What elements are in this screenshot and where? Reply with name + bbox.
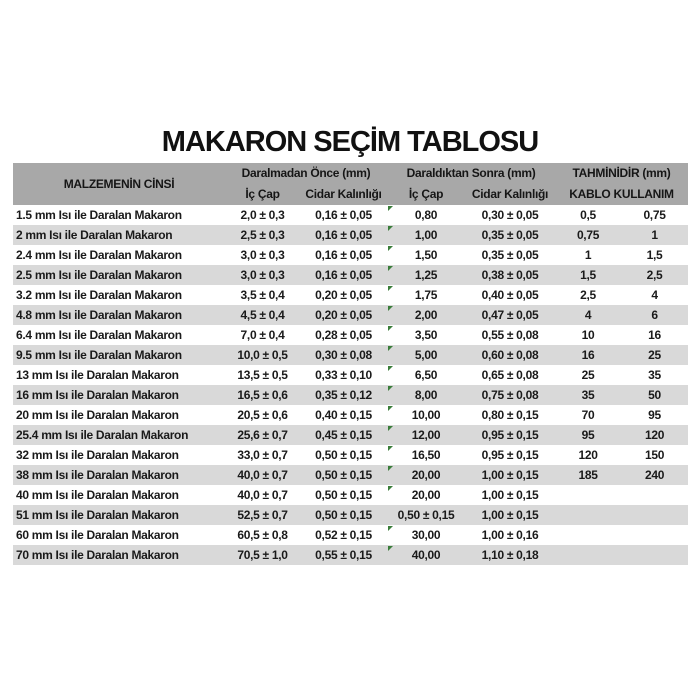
cell-text: 1 [651,228,658,242]
material-name-cell [13,545,225,565]
cell-text: 6,50 [414,368,438,382]
value-cell [555,245,621,265]
cell-text: 2,00 [414,308,438,322]
cell-text: 1,25 [414,268,438,282]
value-cell [300,325,387,345]
value-cell [300,525,387,545]
cell-text: 10,00 [411,408,441,422]
cell-text: 0,16 ± 0,05 [315,248,372,262]
table-row [13,205,688,225]
material-name-cell [13,245,225,265]
value-cell [555,545,621,565]
cell-text: 0,95 ± 0,15 [481,428,539,442]
value-cell [300,265,387,285]
table-row [13,425,688,445]
cell-text: 0,50 ± 0,15 [315,468,372,482]
cell-text: 70 mm Isı ile Daralan Makaron [16,548,179,562]
cell-text: 30,00 [411,528,441,542]
cell-text: 1,75 [414,288,438,302]
cell-text: 13 mm Isı ile Daralan Makaron [16,368,179,382]
value-cell [465,425,555,445]
cell-text: 0,16 ± 0,05 [315,268,372,282]
cell-text: 0,80 [414,208,438,222]
cell-text: 2,5 [580,288,596,302]
material-name-cell [13,225,225,245]
value-cell [225,465,300,485]
cell-text: 25.4 mm Isı ile Daralan Makaron [16,428,189,442]
value-cell [555,305,621,325]
table-body [13,205,688,565]
value-cell [555,525,621,545]
value-cell [387,305,465,325]
material-name-cell [13,425,225,445]
value-cell [555,505,621,525]
value-cell [621,425,688,445]
excel-error-triangle-icon [388,526,393,531]
cell-text: 0,40 ± 0,05 [481,288,539,302]
col-header-material: MALZEMENİN CİNSİ [13,163,225,205]
excel-error-triangle-icon [388,466,393,471]
value-cell [555,265,621,285]
cell-text: 33,0 ± 0,7 [237,448,288,462]
cell-text: 16 [581,348,595,362]
value-cell [225,305,300,325]
value-cell [465,285,555,305]
cell-text: 6.4 mm Isı ile Daralan Makaron [16,328,182,342]
cell-text: 25,6 ± 0,7 [237,428,288,442]
value-cell [300,205,387,225]
page-title: MAKARON SEÇİM TABLOSU [161,126,539,158]
value-cell [621,365,688,385]
value-cell [555,445,621,465]
cell-text: 1,00 [414,228,438,242]
cell-text: 3,50 [414,328,438,342]
excel-error-triangle-icon [388,206,393,211]
excel-error-triangle-icon [388,306,393,311]
cell-text: 0,55 ± 0,08 [481,328,539,342]
material-name-cell [13,385,225,405]
value-cell [621,345,688,365]
cell-text: 0,60 ± 0,08 [481,348,539,362]
cell-text: 60 mm Isı ile Daralan Makaron [16,528,179,542]
cell-text: 8,00 [414,388,438,402]
cell-text: 25 [581,368,595,382]
value-cell [621,545,688,565]
cell-text: 52,5 ± 0,7 [237,508,288,522]
cell-text: 95 [648,408,661,422]
value-cell [621,485,688,505]
value-cell [225,445,300,465]
cell-text: 0,35 ± 0,05 [481,248,539,262]
cell-text: 40,0 ± 0,7 [237,488,288,502]
value-cell [225,285,300,305]
value-cell [387,245,465,265]
excel-error-triangle-icon [388,266,393,271]
value-cell [225,385,300,405]
value-cell [387,385,465,405]
value-cell [387,505,465,525]
table-row [13,345,688,365]
excel-error-triangle-icon [388,366,393,371]
cell-text: 0,45 ± 0,15 [315,428,372,442]
value-cell [465,465,555,485]
value-cell [387,425,465,445]
cell-text: 1,00 ± 0,15 [481,508,539,522]
value-cell [225,365,300,385]
col-group-before-shrink: Daralmadan Önce (mm) [225,163,387,184]
cell-text: 10 [581,328,595,342]
value-cell [387,365,465,385]
cell-text: 20,5 ± 0,6 [237,408,288,422]
table-row [13,465,688,485]
value-cell [555,285,621,305]
value-cell [387,265,465,285]
value-cell [621,225,688,245]
cell-text: 0,5 [580,208,596,222]
col-header-inner-diameter-after: İç Çap [387,184,465,205]
value-cell [225,345,300,365]
value-cell [300,245,387,265]
value-cell [300,485,387,505]
value-cell [621,325,688,345]
excel-error-triangle-icon [388,546,393,551]
value-cell [621,285,688,305]
cell-text: 1,5 [580,268,596,282]
header-group-row [13,163,688,184]
value-cell [465,225,555,245]
cell-text: 0,55 ± 0,15 [315,548,372,562]
value-cell [387,445,465,465]
value-cell [387,225,465,245]
table-row [13,365,688,385]
material-name-cell [13,525,225,545]
cell-text: 35 [581,388,595,402]
excel-error-triangle-icon [388,446,393,451]
cell-text: 0,30 ± 0,08 [315,348,372,362]
value-cell [387,345,465,365]
value-cell [225,485,300,505]
excel-error-triangle-icon [388,386,393,391]
cell-text: 1,00 ± 0,15 [481,468,539,482]
cell-text: 16,50 [411,448,441,462]
cell-text: 4.8 mm Isı ile Daralan Makaron [16,308,182,322]
cell-text: 0,75 ± 0,08 [481,388,539,402]
cell-text: 0,20 ± 0,05 [315,308,372,322]
cell-text: 0,35 ± 0,12 [315,388,372,402]
cell-text: 185 [578,468,598,482]
value-cell [465,445,555,465]
material-name-cell [13,325,225,345]
value-cell [387,485,465,505]
value-cell [621,265,688,285]
cell-text: 0,33 ± 0,10 [315,368,372,382]
cell-text: 1,00 ± 0,15 [481,488,539,502]
material-name-cell [13,305,225,325]
value-cell [555,205,621,225]
value-cell [300,365,387,385]
cell-text: 4 [584,308,592,322]
col-header-wall-thickness-after: Cidar Kalınlığı [465,184,555,205]
value-cell [387,525,465,545]
excel-error-triangle-icon [388,406,393,411]
cell-text: 0,52 ± 0,15 [315,528,372,542]
value-cell [225,405,300,425]
excel-error-triangle-icon [388,226,393,231]
table-header [13,163,688,205]
value-cell [225,525,300,545]
table-row [13,485,688,505]
cell-text: 2,0 ± 0,3 [240,208,285,222]
cell-text: 40,0 ± 0,7 [237,468,288,482]
value-cell [300,465,387,485]
cell-text: 13,5 ± 0,5 [237,368,288,382]
material-name-cell [13,485,225,505]
cell-text: 4,5 ± 0,4 [240,308,285,322]
cell-text: 3.2 mm Isı ile Daralan Makaron [16,288,182,302]
value-cell [555,385,621,405]
cell-text: 1.5 mm Isı ile Daralan Makaron [16,208,182,222]
cell-text: 0,75 [643,208,666,222]
cell-text: 240 [644,468,665,482]
cell-text: 120 [644,428,665,442]
value-cell [387,325,465,345]
material-name-cell [13,345,225,365]
table-row [13,285,688,305]
cell-text: 40,00 [411,548,441,562]
value-cell [300,545,387,565]
value-cell [621,305,688,325]
cell-text: 0,50 ± 0,15 [315,508,372,522]
cell-text: 38 mm Isı ile Daralan Makaron [16,468,179,482]
cell-text: 32 mm Isı ile Daralan Makaron [16,448,179,462]
value-cell [621,245,688,265]
cell-text: 0,50 ± 0,15 [315,488,372,502]
cell-text: 20,00 [411,488,441,502]
cell-text: 6 [651,308,658,322]
cell-text: 35 [648,368,661,382]
value-cell [465,405,555,425]
material-name-cell [13,285,225,305]
value-cell [555,485,621,505]
table-row [13,245,688,265]
material-name-cell [13,405,225,425]
col-header-wall-thickness-before: Cidar Kalınlığı [300,184,387,205]
material-name-cell [13,505,225,525]
cell-text: 7,0 ± 0,4 [240,328,285,342]
value-cell [300,305,387,325]
value-cell [300,505,387,525]
cell-text: 0,30 ± 0,05 [481,208,539,222]
cell-text: 1,50 [414,248,438,262]
cell-text: 120 [578,448,598,462]
value-cell [225,325,300,345]
cell-text: 0,20 ± 0,05 [315,288,372,302]
value-cell [555,465,621,485]
value-cell [300,425,387,445]
value-cell [465,325,555,345]
value-cell [465,385,555,405]
material-name-cell [13,445,225,465]
cell-text: 20 mm Isı ile Daralan Makaron [16,408,179,422]
value-cell [300,385,387,405]
col-header-cable-usage: KABLO KULLANIM [555,184,688,205]
cell-text: 0,65 ± 0,08 [481,368,539,382]
cell-text: 0,35 ± 0,05 [481,228,539,242]
excel-error-triangle-icon [388,286,393,291]
cell-text: 20,00 [411,468,441,482]
table-row [13,225,688,245]
material-name-cell [13,465,225,485]
selection-table [13,163,688,565]
cell-text: 3,5 ± 0,4 [240,288,285,302]
value-cell [465,525,555,545]
value-cell [387,405,465,425]
cell-text: 0,16 ± 0,05 [315,208,372,222]
value-cell [555,345,621,365]
cell-text: 2 mm Isı ile Daralan Makaron [16,228,173,242]
cell-text: 0,38 ± 0,05 [481,268,539,282]
material-name-cell [13,205,225,225]
cell-text: 2,5 ± 0,3 [240,228,285,242]
value-cell [225,545,300,565]
cell-text: 50 [648,388,661,402]
cell-text: 60,5 ± 0,8 [237,528,288,542]
col-group-after-shrink: Daraldıktan Sonra (mm) [387,163,555,184]
value-cell [387,205,465,225]
value-cell [465,245,555,265]
cell-text: 1,5 [646,248,663,262]
cell-text: 0,80 ± 0,15 [481,408,539,422]
cell-text: 0,16 ± 0,05 [315,228,372,242]
value-cell [555,425,621,445]
material-name-cell [13,365,225,385]
value-cell [465,305,555,325]
cell-text: 0,95 ± 0,15 [481,448,539,462]
material-name-cell [13,265,225,285]
table-row [13,385,688,405]
value-cell [465,545,555,565]
cell-text: 1,10 ± 0,18 [481,548,539,562]
value-cell [300,445,387,465]
cell-text: 95 [581,428,595,442]
cell-text: 16 [648,328,661,342]
cell-text: 16 mm Isı ile Daralan Makaron [16,388,179,402]
cell-text: 0,75 [576,228,600,242]
value-cell [300,285,387,305]
table-row [13,405,688,425]
value-cell [555,225,621,245]
table-row [13,505,688,525]
value-cell [387,465,465,485]
value-cell [465,505,555,525]
cell-text: 3,0 ± 0,3 [240,248,285,262]
table-row [13,265,688,285]
cell-text: 4 [651,288,658,302]
table-row [13,545,688,565]
cell-text: 12,00 [411,428,441,442]
cell-text: 1 [584,248,592,262]
value-cell [621,405,688,425]
value-cell [225,505,300,525]
value-cell [225,425,300,445]
col-group-estimate: TAHMİNİDİR (mm) [555,163,688,184]
cell-text: 70,5 ± 1,0 [237,548,288,562]
value-cell [225,245,300,265]
cell-text: 10,0 ± 0,5 [237,348,288,362]
value-cell [621,505,688,525]
value-cell [387,285,465,305]
cell-text: 16,5 ± 0,6 [237,388,288,402]
value-cell [621,465,688,485]
table-row [13,305,688,325]
cell-text: 0,28 ± 0,05 [315,328,372,342]
value-cell [621,445,688,465]
value-cell [225,205,300,225]
excel-error-triangle-icon [388,346,393,351]
value-cell [300,225,387,245]
cell-text: 0,50 ± 0,15 [315,448,372,462]
value-cell [621,385,688,405]
col-header-inner-diameter-before: İç Çap [225,184,300,205]
value-cell [225,225,300,245]
cell-text: 70 [581,408,595,422]
cell-text: 0,47 ± 0,05 [481,308,539,322]
table-row [13,445,688,465]
cell-text: 40 mm Isı ile Daralan Makaron [16,488,179,502]
value-cell [465,485,555,505]
value-cell [555,365,621,385]
value-cell [465,345,555,365]
cell-text: 0,50 ± 0,15 [397,508,455,522]
cell-text: 9.5 mm Isı ile Daralan Makaron [16,348,182,362]
excel-error-triangle-icon [388,246,393,251]
value-cell [387,545,465,565]
cell-text: 1,00 ± 0,16 [481,528,539,542]
table-row [13,325,688,345]
value-cell [300,345,387,365]
value-cell [555,325,621,345]
cell-text: 3,0 ± 0,3 [240,268,285,282]
cell-text: 150 [644,448,665,462]
value-cell [225,265,300,285]
cell-text: 25 [648,348,661,362]
value-cell [300,405,387,425]
value-cell [621,525,688,545]
excel-error-triangle-icon [388,486,393,491]
cell-text: 51 mm Isı ile Daralan Makaron [16,508,179,522]
cell-text: 2,5 [646,268,663,282]
value-cell [621,205,688,225]
table-row [13,525,688,545]
cell-text: 5,00 [414,348,438,362]
value-cell [555,405,621,425]
value-cell [465,265,555,285]
excel-error-triangle-icon [388,326,393,331]
cell-text: 2.4 mm Isı ile Daralan Makaron [16,248,182,262]
cell-text: 2.5 mm Isı ile Daralan Makaron [16,268,182,282]
cell-text: 0,40 ± 0,15 [315,408,372,422]
value-cell [465,365,555,385]
value-cell [465,205,555,225]
excel-error-triangle-icon [388,426,393,431]
